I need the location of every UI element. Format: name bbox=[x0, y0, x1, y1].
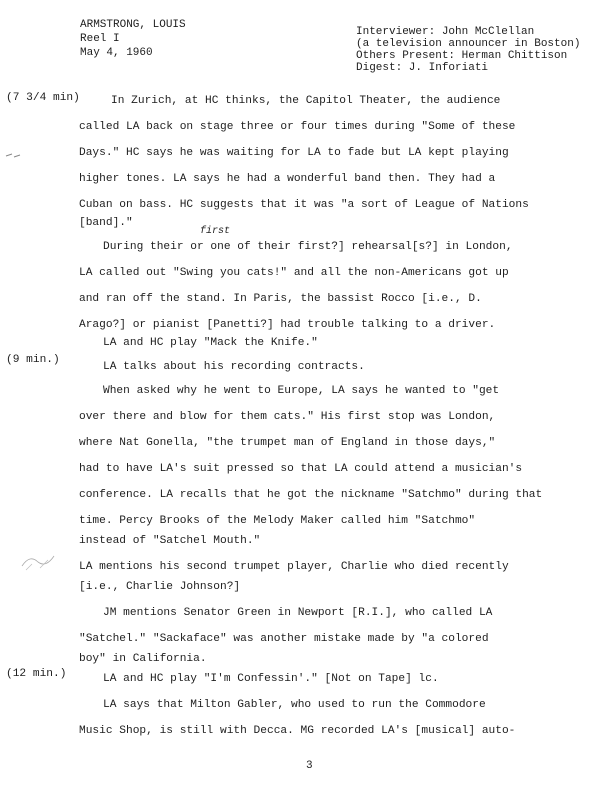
subject-name: ARMSTRONG, LOUIS bbox=[80, 19, 186, 31]
text-line-19: instead of "Satchel Mouth." bbox=[79, 535, 261, 547]
header-left bbox=[80, 18, 186, 60]
text-line-24: boy" in California. bbox=[79, 653, 207, 665]
text-line-13: When asked why he went to Europe, LA says he wanted to "get bbox=[103, 385, 500, 397]
text-line-15: where Nat Gonella, "the trumpet man of England in those days," bbox=[79, 437, 496, 449]
text-line-11: LA and HC play "Mack the Knife." bbox=[103, 337, 318, 349]
timestamp-3: (12 min.) bbox=[6, 668, 67, 680]
interviewer-line: Interviewer: John McClellan bbox=[356, 26, 535, 38]
text-line-6: [band]." bbox=[79, 217, 133, 229]
margin-pencil-mark-icon bbox=[4, 148, 24, 162]
text-line-17: conference. LA recalls that he got the nickname "Satchmo" during that bbox=[79, 489, 543, 501]
text-line-27: Music Shop, is still with Decca. MG recorded LA's [musical] auto- bbox=[79, 725, 516, 737]
text-line-3: Days." HC says he was waiting for LA to fade but LA kept playing bbox=[79, 147, 509, 159]
page-number: 3 bbox=[306, 760, 313, 772]
interviewer-note: (a television announcer in Boston) bbox=[356, 38, 581, 50]
date-label: May 4, 1960 bbox=[80, 47, 153, 59]
text-line-1: In Zurich, at HC thinks, the Capitol Theater, the audience bbox=[111, 95, 501, 107]
text-line-18: time. Percy Brooks of the Melody Maker called him "Satchmo" bbox=[79, 515, 476, 527]
text-line-20: LA mentions his second trumpet player, Charlie who died recently bbox=[79, 561, 509, 573]
text-line-12: LA talks about his recording contracts. bbox=[103, 361, 365, 373]
text-line-4: higher tones. LA says he had a wonderful band then. They had a bbox=[79, 173, 496, 185]
text-line-25: LA and HC play "I'm Confessin'." [Not on Tape] lc. bbox=[103, 673, 439, 685]
text-line-22: JM mentions Senator Green in Newport [R.I.], who called LA bbox=[103, 607, 493, 619]
text-line-26: LA says that Milton Gabler, who used to run the Commodore bbox=[103, 699, 486, 711]
digest-line: Digest: J. Inforiati bbox=[356, 62, 489, 74]
text-line-21: [i.e., Charlie Johnson?] bbox=[79, 581, 241, 593]
timestamp-1: (7 3/4 min) bbox=[6, 92, 80, 104]
text-line-14: over there and blow for them cats." His first stop was London, bbox=[79, 411, 496, 423]
handwritten-insert: first bbox=[200, 226, 231, 237]
text-line-16: had to have LA's suit pressed so that LA could attend a musician's bbox=[79, 463, 523, 475]
text-line-8: LA called out "Swing you cats!" and all the non-Americans got up bbox=[79, 267, 509, 279]
timestamp-2: (9 min.) bbox=[6, 354, 60, 366]
header-right bbox=[356, 26, 580, 74]
reel-label: Reel I bbox=[80, 33, 120, 45]
others-present-line: Others Present: Herman Chittison bbox=[356, 50, 568, 62]
text-line-5: Cuban on bass. HC suggests that it was "a sort of League of Nations bbox=[79, 199, 529, 211]
text-line-2: called LA back on stage three or four times during "Some of these bbox=[79, 121, 516, 133]
text-line-10: Arago?] or pianist [Panetti?] had trouble talking to a driver. bbox=[79, 319, 496, 331]
text-line-9: and ran off the stand. In Paris, the bassist Rocco [i.e., D. bbox=[79, 293, 482, 305]
margin-scribble-icon bbox=[18, 546, 58, 574]
text-line-23: "Satchel." "Sackaface" was another mistake made by "a colored bbox=[79, 633, 489, 645]
text-line-7: During their or one of their first?] rehearsal[s?] in London, bbox=[103, 241, 513, 253]
